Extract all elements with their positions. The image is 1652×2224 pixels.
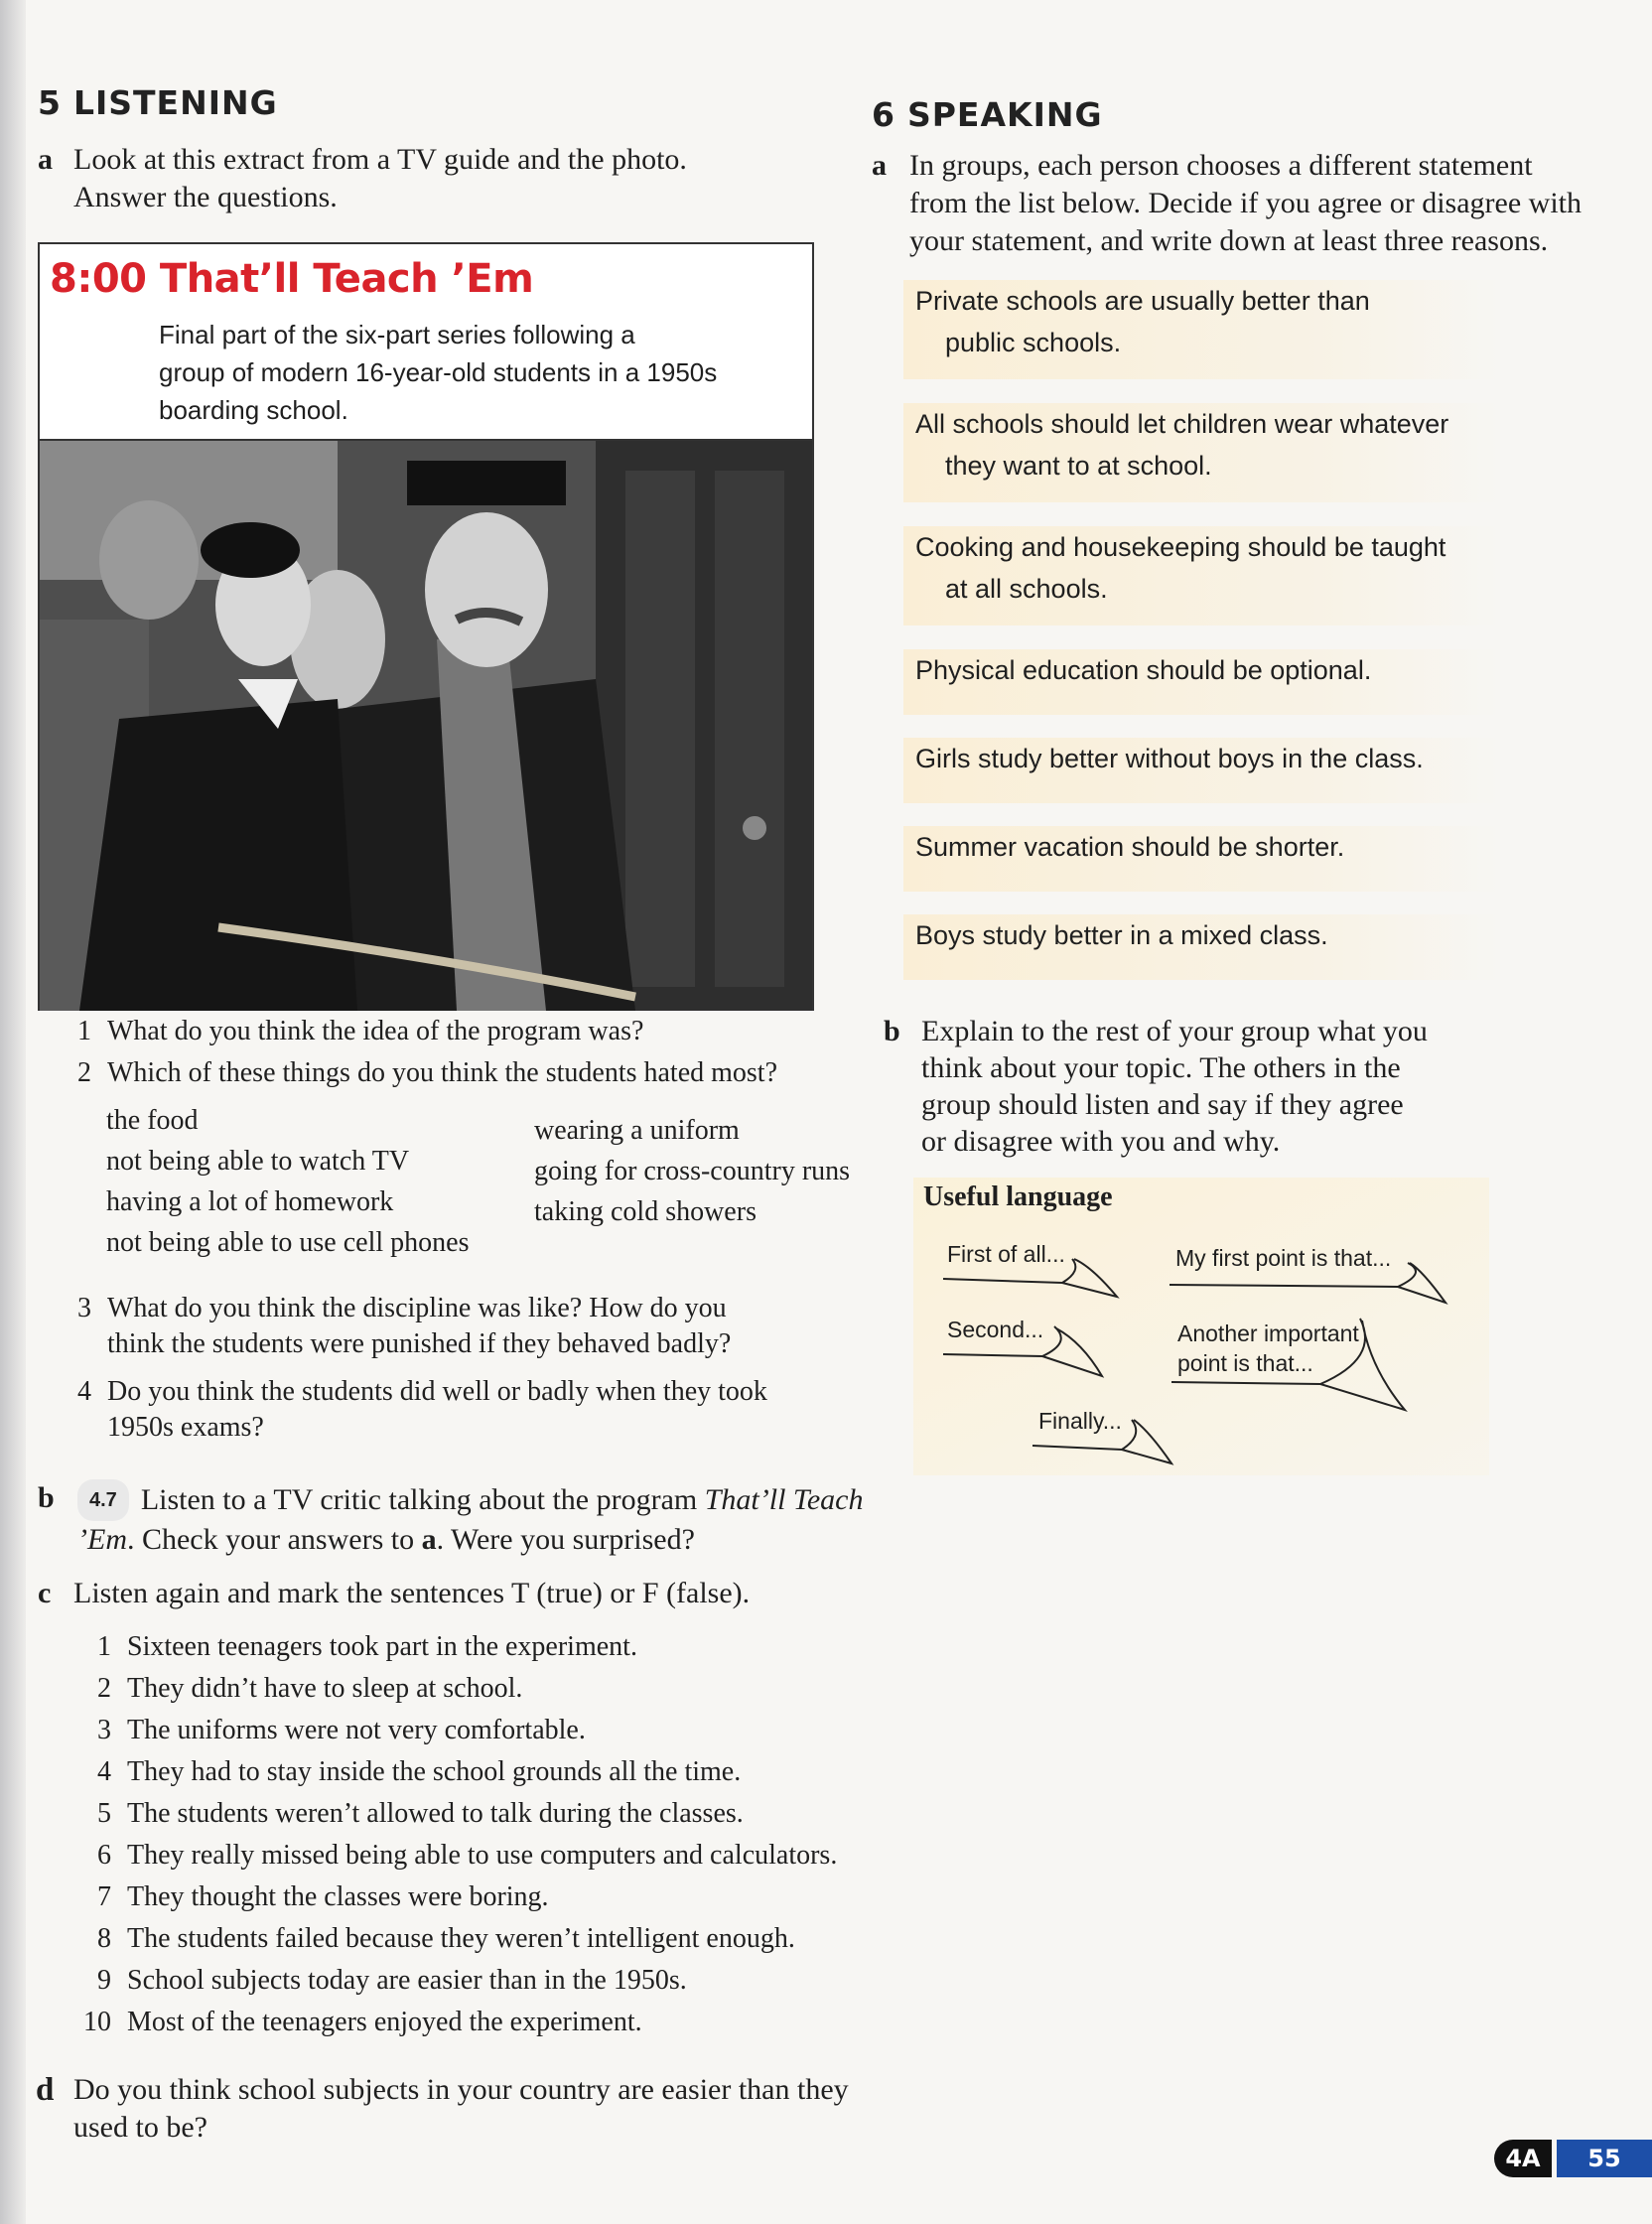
tf-text: They thought the classes were boring. — [127, 1881, 549, 1912]
question-3-line-1: What do you think the discipline was like? How do you — [107, 1293, 727, 1323]
true-false-list — [81, 1626, 837, 2043]
statement-line-2: at all schools. — [945, 574, 1108, 604]
speaking-a-line-1: In groups, each person chooses a different statement — [909, 149, 1533, 182]
phrase-first-of-all-text: First of all... — [947, 1241, 1065, 1267]
phrase-my-first-point-text: My first point is that... — [1175, 1245, 1392, 1271]
tf-item — [81, 1960, 837, 2002]
question-4-line-1: Do you think the students did well or badly when they took — [107, 1376, 767, 1407]
question-3-number: 3 — [77, 1293, 91, 1323]
tf-text: The students weren’t allowed to talk during the classes. — [127, 1798, 744, 1829]
useful-language-title: Useful language — [923, 1182, 1113, 1212]
statement-girls-without-boys[interactable] — [903, 738, 1499, 803]
tf-item — [81, 1710, 837, 1751]
phrase-second — [947, 1315, 1043, 1344]
speech-bubble-tail — [1171, 1348, 1430, 1438]
tv-guide-title: 8:00 That’ll Teach ’Em — [50, 256, 534, 302]
listening-a — [38, 141, 753, 216]
statement-physical-education[interactable] — [903, 649, 1499, 715]
unit-badge: 4A — [1494, 2140, 1552, 2177]
listening-b-end: . Were you surprised? — [436, 1523, 695, 1556]
statement-wear-whatever[interactable] — [903, 403, 1499, 502]
listening-b — [38, 1479, 872, 1559]
phrase-another-important-line-2: point is that... — [1177, 1350, 1313, 1376]
phrase-finally-text: Finally... — [1038, 1408, 1122, 1434]
listening-b-post: . Check your answers to — [126, 1523, 422, 1556]
thing-homework: having a lot of homework — [106, 1186, 394, 1217]
listening-c-letter: c — [38, 1577, 52, 1609]
speaking-heading — [872, 95, 1103, 134]
listening-a-letter: a — [38, 143, 53, 176]
photo-illustration — [40, 441, 812, 1011]
listening-c — [38, 1575, 872, 1612]
speech-bubble-tail — [1032, 1424, 1191, 1473]
speaking-number: 6 — [872, 95, 895, 134]
statement-line-1: All schools should let children wear whatever — [915, 409, 1449, 439]
question-3-line-2: think the students were punished if they behaved badly? — [107, 1328, 732, 1359]
thing-no-tv: not being able to watch TV — [106, 1146, 410, 1177]
listening-b-pre: Listen to a TV critic talking about the program — [140, 1483, 705, 1516]
statement-line-1: Summer vacation should be shorter. — [915, 832, 1345, 862]
tf-text: Most of the teenagers enjoyed the experiment. — [127, 2007, 642, 2037]
statement-summer-vacation[interactable] — [903, 826, 1499, 892]
tf-text: The uniforms were not very comfortable. — [127, 1715, 586, 1745]
speaking-b — [884, 1013, 1559, 1160]
listening-questions-1-2 — [77, 1014, 832, 1091]
things-list-left — [106, 1100, 469, 1263]
question-2 — [77, 1055, 832, 1091]
phrase-finally — [1038, 1406, 1122, 1436]
tf-item — [81, 1835, 837, 1876]
statement-line-1: Boys study better in a mixed class. — [915, 920, 1328, 950]
tf-item — [81, 1668, 837, 1710]
tf-item — [81, 1793, 837, 1835]
tf-number: 8 — [97, 1923, 111, 1954]
tf-number: 10 — [83, 2007, 111, 2037]
question-2-number: 2 — [77, 1057, 91, 1088]
listening-b-text — [38, 1479, 872, 1559]
things-list-right — [534, 1110, 850, 1232]
tv-guide-description — [159, 316, 755, 429]
tf-number: 6 — [97, 1840, 111, 1871]
phrase-another-important — [1177, 1319, 1359, 1378]
tf-number: 1 — [97, 1631, 111, 1662]
speaking-title: SPEAKING — [906, 95, 1103, 134]
tf-text: The students failed because they weren’t intelligent enough. — [127, 1923, 795, 1954]
tf-number: 4 — [97, 1756, 111, 1787]
speaking-b-line-1: Explain to the rest of your group what you — [921, 1015, 1428, 1047]
tv-guide-line-2: group of modern 16-year-old students in a 1950s — [159, 357, 718, 387]
statement-line-2: public schools. — [945, 328, 1122, 357]
speaking-a-letter: a — [872, 149, 887, 182]
tf-number: 9 — [97, 1965, 111, 1996]
phrase-first-of-all — [947, 1239, 1065, 1269]
tf-number: 2 — [97, 1673, 111, 1704]
tf-text: School subjects today are easier than in the 1950s. — [127, 1965, 687, 1996]
listening-title: LISTENING — [72, 83, 278, 122]
listening-b-letter: b — [38, 1481, 55, 1514]
tf-number: 3 — [97, 1715, 111, 1745]
statement-boys-mixed-class[interactable] — [903, 914, 1499, 980]
listening-b-program-title: That’ll Teach ’Em — [77, 1483, 864, 1556]
thing-uniform: wearing a uniform — [534, 1115, 740, 1146]
speaking-a-line-2: from the list below. Decide if you agree or disagree with — [909, 187, 1582, 219]
tf-text: They really missed being able to use computers and calculators. — [127, 1840, 838, 1871]
tf-number: 5 — [97, 1798, 111, 1829]
tf-item — [81, 1918, 837, 1960]
thing-cross-country: going for cross-country runs — [534, 1156, 851, 1186]
speech-bubble-tail — [943, 1332, 1142, 1392]
thing-no-cell-phones: not being able to use cell phones — [106, 1227, 470, 1258]
tf-item — [81, 1751, 837, 1793]
tf-text: They didn’t have to sleep at school. — [127, 1673, 523, 1704]
tv-guide-line-3: boarding school. — [159, 395, 348, 425]
question-4-number: 4 — [77, 1376, 91, 1407]
listening-d-line-2: used to be? — [73, 2111, 207, 2144]
statement-line-2: they want to at school. — [945, 451, 1212, 481]
speech-bubble-tail — [1170, 1263, 1447, 1313]
question-3 — [77, 1291, 872, 1362]
page-binding-shadow — [0, 0, 26, 2224]
tf-item — [81, 1876, 837, 1918]
question-4 — [77, 1374, 872, 1446]
speaking-b-line-3: group should listen and say if they agree — [921, 1088, 1404, 1121]
statement-cooking-housekeeping[interactable] — [903, 526, 1499, 626]
classroom-photo — [40, 439, 812, 1011]
listening-d — [36, 2071, 949, 2147]
speaking-a-line-3: your statement, and write down at least three reasons. — [909, 224, 1549, 257]
listening-number: 5 — [38, 83, 62, 122]
useful-language-box — [913, 1178, 1489, 1475]
speaking-a — [872, 147, 1626, 260]
listening-b-ref: a — [421, 1523, 437, 1556]
tv-guide-extract — [38, 242, 814, 1011]
statement-private-schools[interactable] — [903, 280, 1499, 379]
statement-line-1: Girls study better without boys in the class. — [915, 744, 1424, 773]
thing-cold-showers: taking cold showers — [534, 1196, 757, 1227]
speaking-b-line-4: or disagree with you and why. — [921, 1125, 1281, 1158]
question-1-text: What do you think the idea of the program was? — [107, 1016, 644, 1046]
tf-item — [81, 2002, 837, 2043]
statement-line-1: Physical education should be optional. — [915, 655, 1372, 685]
speech-bubble-tail — [943, 1257, 1142, 1307]
statement-line-1: Cooking and housekeeping should be taught — [915, 532, 1446, 562]
phrase-second-text: Second... — [947, 1317, 1044, 1342]
phrase-my-first-point — [1175, 1243, 1391, 1273]
listening-questions-3-4 — [77, 1291, 872, 1446]
question-1-number: 1 — [77, 1016, 91, 1046]
tf-number: 7 — [97, 1881, 111, 1912]
tv-guide-line-1: Final part of the six-part series following a — [159, 320, 635, 349]
statement-line-1: Private schools are usually better than — [915, 286, 1370, 316]
speaking-b-letter: b — [884, 1015, 900, 1047]
thing-food: the food — [106, 1105, 199, 1136]
listening-heading — [38, 83, 278, 122]
listening-a-text: Look at this extract from a TV guide and the photo. Answer the questions. — [73, 143, 687, 213]
question-2-text: Which of these things do you think the students hated most? — [107, 1057, 778, 1088]
phrase-another-important-line-1: Another important — [1177, 1320, 1359, 1346]
audio-track-badge[interactable]: 4.7 — [77, 1479, 129, 1521]
question-1 — [77, 1014, 832, 1049]
tf-item — [81, 1626, 837, 1668]
listening-d-letter: d — [36, 2072, 55, 2108]
listening-d-line-1: Do you think school subjects in your country are easier than they — [73, 2073, 849, 2106]
page-number: 55 — [1557, 2140, 1652, 2177]
tf-text: They had to stay inside the school grounds all the time. — [127, 1756, 742, 1787]
speaking-b-line-2: think about your topic. The others in the — [921, 1051, 1401, 1084]
question-4-line-2: 1950s exams? — [107, 1412, 264, 1443]
listening-c-text: Listen again and mark the sentences T (true) or F (false). — [73, 1577, 751, 1609]
tf-text: Sixteen teenagers took part in the experiment. — [127, 1631, 637, 1662]
